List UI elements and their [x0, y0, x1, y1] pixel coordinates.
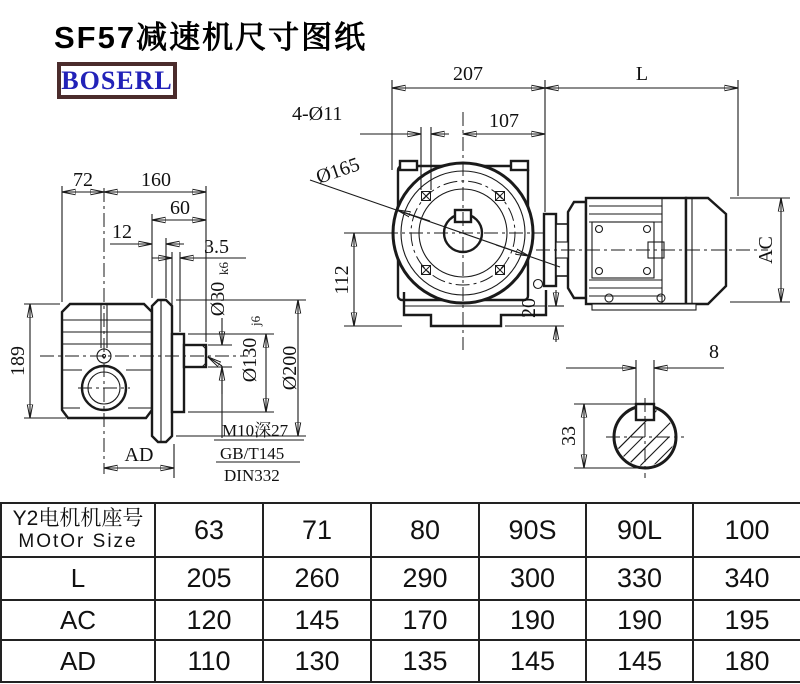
- cell-AD-80: 135: [371, 640, 479, 682]
- dim-60: 60: [170, 197, 190, 219]
- dim-L: L: [635, 63, 649, 85]
- dim-160: 160: [141, 169, 171, 191]
- header-motor-size: [1, 503, 155, 557]
- left-view: [7, 169, 306, 485]
- dim-holes: 4-Ø11: [292, 103, 343, 125]
- page-title: SF57减速机尺寸图纸: [54, 20, 368, 55]
- note-din: DIN332: [224, 466, 280, 485]
- row-label-AD: AD: [1, 640, 155, 682]
- note-tap: M10深27: [222, 421, 289, 440]
- cell-L-80: 290: [371, 557, 479, 600]
- header-cn: Y2电机机座号: [12, 507, 144, 530]
- dim-3p5: 3.5: [204, 236, 229, 258]
- cell-AD-90L: 145: [586, 640, 693, 682]
- dim-spigot-dia: [239, 315, 263, 382]
- col-90L: 90L: [586, 503, 693, 557]
- row-label-L: L: [1, 557, 155, 600]
- cell-AD-63: 110: [155, 640, 263, 682]
- table-row-AD: [1, 640, 800, 682]
- dim-flange-dia: Ø200: [279, 345, 301, 391]
- dim-72: 72: [73, 169, 93, 191]
- col-100: 100: [693, 503, 800, 557]
- brand-logo-text: BOSERL: [61, 65, 173, 95]
- dim-112: 112: [331, 265, 353, 295]
- cell-L-63: 205: [155, 557, 263, 600]
- shaft-section: [553, 341, 724, 502]
- table-header-row: [1, 503, 800, 557]
- dimension-table: [0, 502, 800, 683]
- cell-L-90L: 330: [586, 557, 693, 600]
- dim-107: 107: [489, 110, 519, 132]
- svg-text:Ø30: Ø30: [207, 281, 229, 317]
- dim-189: 189: [7, 346, 29, 376]
- cell-AD-90S: 145: [479, 640, 586, 682]
- motor-view: [536, 198, 790, 310]
- dim-33: 33: [558, 426, 580, 446]
- dim-207: 207: [453, 63, 483, 85]
- svg-text:Ø130: Ø130: [239, 337, 261, 383]
- cell-AC-90S: 190: [479, 600, 586, 640]
- cell-AC-100: 195: [693, 600, 800, 640]
- svg-text:j6: j6: [248, 315, 263, 326]
- cell-AC-80: 170: [371, 600, 479, 640]
- cell-AD-71: 130: [263, 640, 371, 682]
- cell-L-71: 260: [263, 557, 371, 600]
- col-71: 71: [263, 503, 371, 557]
- cell-AC-71: 145: [263, 600, 371, 640]
- header-en: MOtOr Size: [18, 531, 138, 553]
- dim-165: Ø165: [313, 153, 363, 189]
- cell-L-100: 340: [693, 557, 800, 600]
- dim-AC: AC: [755, 236, 777, 264]
- table-row-AC: [1, 600, 800, 640]
- dim-shaft-dia: [207, 262, 231, 317]
- cell-L-90S: 300: [479, 557, 586, 600]
- dim-ad: AD: [124, 444, 154, 466]
- table-row-L: [1, 557, 800, 600]
- row-label-AC: AC: [1, 600, 155, 640]
- col-80: 80: [371, 503, 479, 557]
- cell-AD-100: 180: [693, 640, 800, 682]
- note-gb: GB/T145: [220, 444, 285, 463]
- dim-12: 12: [112, 221, 132, 243]
- dim-20: 20: [518, 298, 540, 318]
- dim-8: 8: [709, 341, 719, 363]
- cell-AC-90L: 190: [586, 600, 693, 640]
- col-63: 63: [155, 503, 263, 557]
- svg-text:k6: k6: [216, 262, 231, 275]
- cell-AC-63: 120: [155, 600, 263, 640]
- col-90S: 90S: [479, 503, 586, 557]
